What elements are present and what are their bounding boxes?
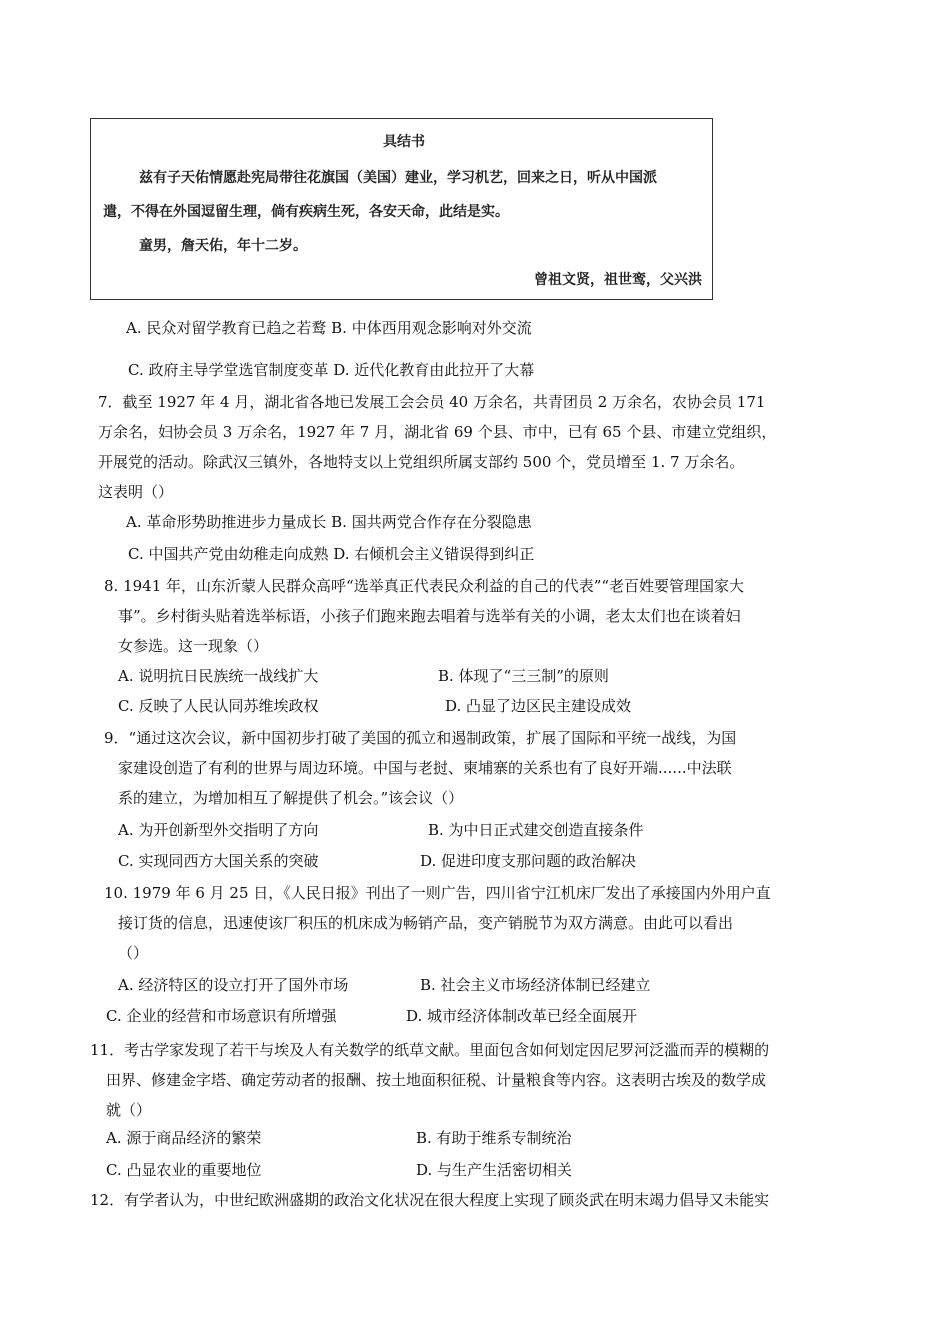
option-d: D. 凸显了边区民主建设成效 xyxy=(445,697,632,715)
option-c: C. 实现同西方大国关系的突破 xyxy=(118,852,319,870)
document-line: 遣，不得在外国逗留生理，倘有疾病生死，各安天命，此结是实。 xyxy=(103,204,509,220)
document-title: 具结书 xyxy=(383,134,425,150)
option-b: B. 社会主义市场经济体制已经建立 xyxy=(420,976,651,994)
question-7-stem: 万余名，妇协会员 3 万余名，1927 年 7 月，湖北省 69 个县、市中，已有 65 个县、市建立党组织， xyxy=(98,423,777,441)
option-a: A. 说明抗日民族统一战线扩大 xyxy=(118,667,319,685)
option-b: B. 为中日正式建交创造直接条件 xyxy=(428,821,644,839)
question-11-stem: 11．考古学家发现了若干与埃及人有关数学的纸草文献。里面包含如何划定因尼罗河泛滥而弄的模糊的 xyxy=(90,1041,770,1059)
option-a: A. 经济特区的设立打开了国外市场 xyxy=(118,976,349,994)
question-12-stem: 12．有学者认为，中世纪欧洲盛期的政治文化状况在很大程度上实现了顾炎武在明末竭力倡导又未能实 xyxy=(90,1191,770,1209)
option-d: D. 城市经济体制改革已经全面展开 xyxy=(406,1007,638,1025)
question-8-stem: 事”。乡村街头贴着选举标语，小孩子们跑来跑去唱着与选举有关的小调，老太太们也在谈着妇 xyxy=(118,607,741,625)
option-c: C. 企业的经营和市场意识有所增强 xyxy=(106,1007,337,1025)
question-10-stem: 10. 1979 年 6 月 25 日，《人民日报》刊出了一则广告，四川省宁江机床厂发出了承接国内外用户直 xyxy=(104,884,771,902)
question-9-stem: 系的建立，为增加相互了解提供了机会。”该会议（） xyxy=(118,789,464,807)
question-11-stem: 田界、修建金字塔、确定劳动者的报酬、按土地面积征税、计量粮食等内容。这表明古埃及的数学成 xyxy=(106,1071,767,1089)
question-9-stem: 家建设创造了有利的世界与周边环境。中国与老挝、柬埔寨的关系也有了良好开端......中法联 xyxy=(118,759,732,777)
option-c: C. 凸显农业的重要地位 xyxy=(106,1161,262,1179)
option-a: A. 革命形势助推进步力量成长 B. 国共两党合作存在分裂隐患 xyxy=(126,513,532,531)
question-9-stem: 9．“通过这次会议，新中国初步打破了美国的孤立和遏制政策，扩展了国际和平统一战线，为国 xyxy=(104,729,737,747)
question-8-stem: 女参选。这一现象（） xyxy=(118,637,269,655)
option-d: D. 促进印度支那问题的政治解决 xyxy=(420,852,637,870)
question-10-stem: （） xyxy=(118,944,149,962)
document-line: 兹有子天佑情愿赴宪局带往花旗国（美国）建业，学习机艺，回来之日，听从中国派 xyxy=(139,170,657,186)
question-8-stem: 8. 1941 年，山东沂蒙人民群众高呼“选举真正代表民众利益的自己的代表”“老百姓要管理国家大 xyxy=(104,577,745,595)
option-c: C. 政府主导学堂选官制度变革 D. 近代化教育由此拉开了大幕 xyxy=(128,361,535,379)
question-10-stem: 接订货的信息，迅速使该厂积压的机床成为畅销产品，变产销脱节为双方满意。由此可以看出 xyxy=(118,914,734,932)
option-a: A. 民众对留学教育已趋之若鹜 B. 中体西用观念影响对外交流 xyxy=(126,319,532,337)
option-b: B. 体现了“三三制”的原则 xyxy=(438,667,609,685)
option-b: B. 有助于维系专制统治 xyxy=(416,1129,572,1147)
option-c: C. 反映了人民认同苏维埃政权 xyxy=(118,697,319,715)
option-a: A. 源于商品经济的繁荣 xyxy=(106,1129,262,1147)
option-d: D. 与生产生活密切相关 xyxy=(416,1161,573,1179)
option-c: C. 中国共产党由幼稚走向成熟 D. 右倾机会主义错误得到纠正 xyxy=(128,545,535,563)
document-signature: 曾祖文贤，祖世鸾，父兴洪 xyxy=(534,272,702,288)
quote-document-box xyxy=(90,118,713,300)
question-7-stem: 开展党的活动。除武汉三镇外，各地特支以上党组织所属支部约 500 个，党员增至 1. 7 万余名。 xyxy=(98,453,745,471)
question-7-stem: 7．截至 1927 年 4 月，湖北省各地已发展工会会员 40 万余名，共青团员 2 万余名，农协会员 171 xyxy=(98,393,766,411)
question-11-stem: 就（） xyxy=(106,1101,152,1119)
question-7-stem: 这表明（） xyxy=(98,483,174,501)
option-a: A. 为开创新型外交指明了方向 xyxy=(118,821,319,839)
document-line: 童男，詹天佑，年十二岁。 xyxy=(139,238,307,254)
